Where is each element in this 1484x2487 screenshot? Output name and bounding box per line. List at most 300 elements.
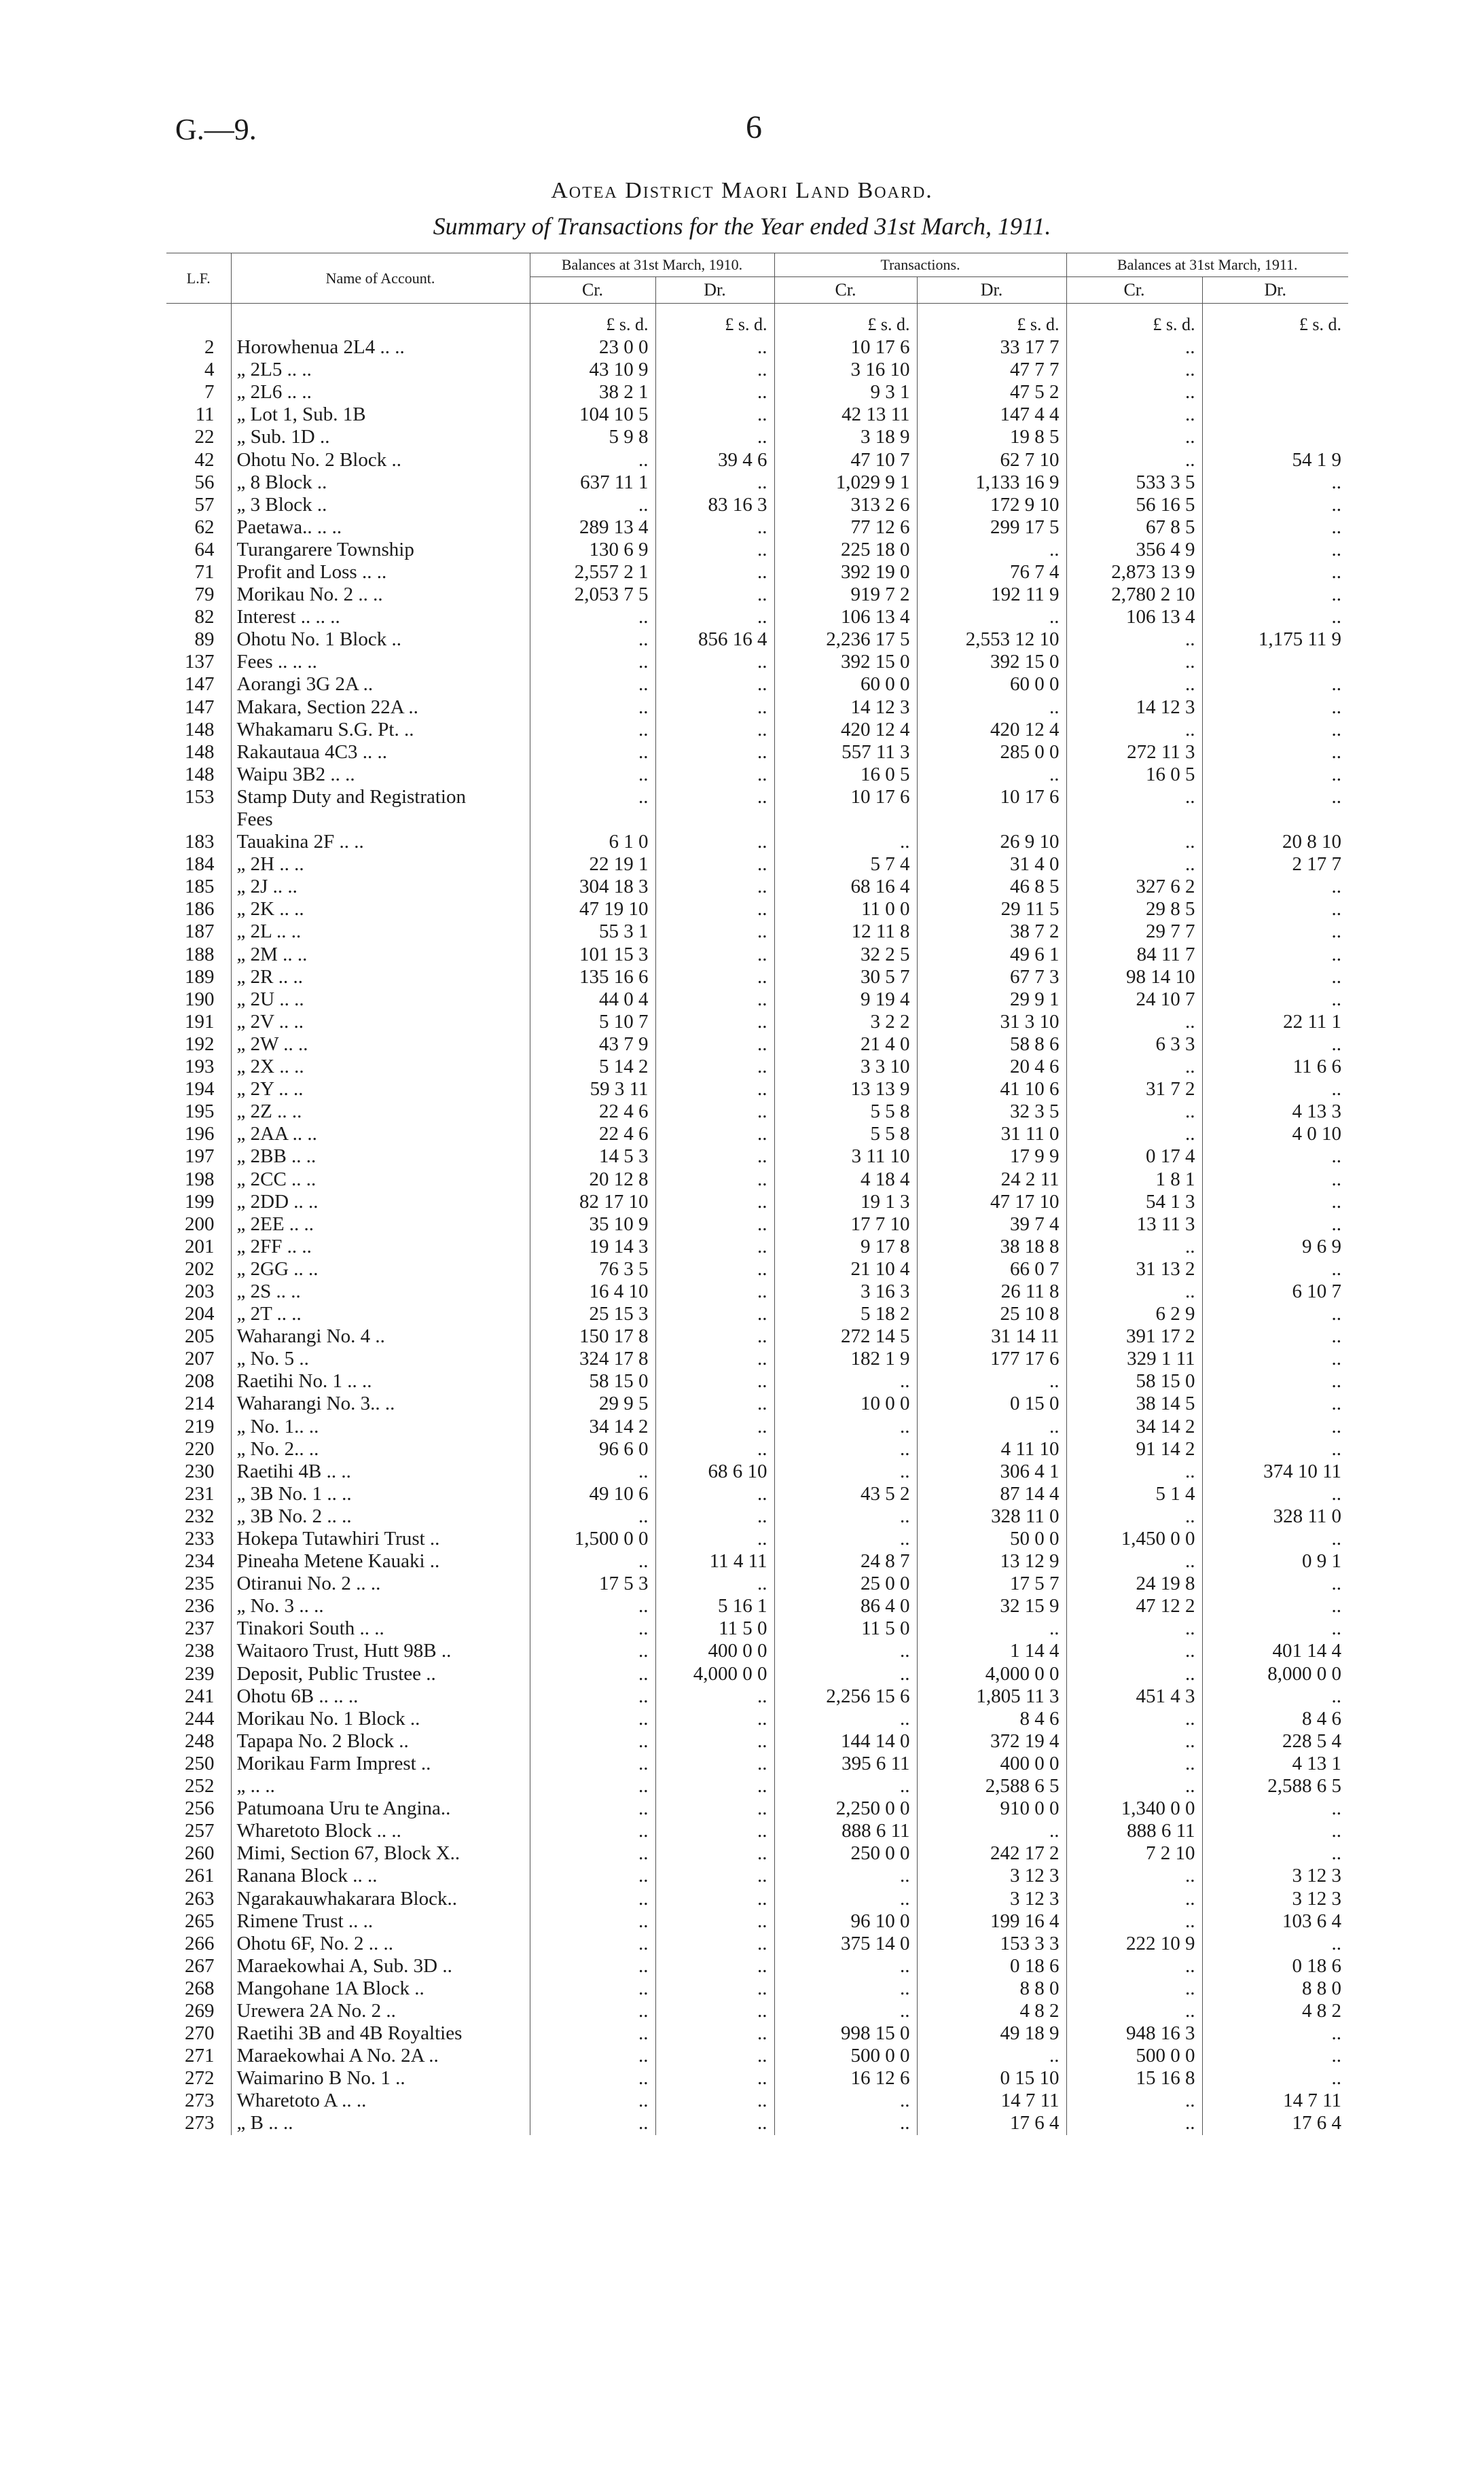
balance-1911-cr-cell xyxy=(1066,808,1202,831)
balance-1911-cr-cell: .. xyxy=(1066,651,1202,673)
account-name-cell: Rimene Trust .. .. xyxy=(231,1910,530,1933)
account-name-cell: „ 2L6 .. .. xyxy=(231,381,530,404)
lf-cell: 239 xyxy=(185,1662,215,1685)
balance-1910-cr-cell: 5 10 7 xyxy=(530,1011,655,1033)
balance-1911-dr-cell xyxy=(1202,381,1348,404)
balance-1911-dr-cell: 8,000 0 0 xyxy=(1202,1663,1348,1685)
balance-1910-cr-cell: 49 10 6 xyxy=(530,1483,655,1505)
transactions-dr-cell: 49 18 9 xyxy=(917,2022,1066,2045)
transactions-dr-cell: .. xyxy=(917,1820,1066,1842)
balance-1911-dr-cell: .. xyxy=(1202,2045,1348,2067)
balance-1911-dr-cell: .. xyxy=(1202,719,1348,741)
table-row xyxy=(166,1753,1348,1775)
lf-cell: 248 xyxy=(185,1730,215,1752)
balance-1911-cr-cell: 24 19 8 xyxy=(1066,1573,1202,1595)
balance-1910-dr-cell: .. xyxy=(655,673,774,696)
account-name-cell: „ 3 Block .. xyxy=(231,494,530,516)
balance-1911-dr-cell: 4 8 2 xyxy=(1202,2000,1348,2022)
balance-1911-dr-cell: .. xyxy=(1202,1617,1348,1640)
balance-1910-cr-cell: .. xyxy=(530,1640,655,1662)
balance-1911-dr-cell: 54 1 9 xyxy=(1202,448,1348,471)
transactions-dr-cell: 4 11 10 xyxy=(917,1438,1066,1461)
table-body xyxy=(166,304,1348,2135)
table-row xyxy=(166,1550,1348,1573)
transactions-dr-cell: 13 12 9 xyxy=(917,1550,1066,1573)
transactions-cr-cell: 17 7 10 xyxy=(774,1213,917,1236)
transactions-cr-cell: .. xyxy=(774,1663,917,1685)
transactions-dr-cell: 47 5 2 xyxy=(917,381,1066,404)
transactions-dr-cell xyxy=(917,808,1066,831)
balance-1911-cr-cell: .. xyxy=(1066,2000,1202,2022)
balance-1910-dr-cell: .. xyxy=(655,764,774,786)
balance-1910-cr-cell: 130 6 9 xyxy=(530,539,655,561)
balance-1911-cr-cell: 1,450 0 0 xyxy=(1066,1528,1202,1550)
balance-1910-cr-cell: 6 1 0 xyxy=(530,831,655,853)
balance-1911-dr-cell: .. xyxy=(1202,1483,1348,1505)
balance-1911-cr-cell: 47 12 2 xyxy=(1066,1595,1202,1617)
header-account-name: Name of Account. xyxy=(231,253,530,304)
account-name-cell: Waitaoro Trust, Hutt 98B .. xyxy=(231,1640,530,1662)
lf-cell: 195 xyxy=(185,1101,215,1123)
balance-1910-dr-cell: .. xyxy=(655,1753,774,1775)
account-name-cell: „ 2GG .. .. xyxy=(231,1258,530,1281)
transactions-dr-cell: .. xyxy=(917,1416,1066,1438)
account-name-cell: Tinakori South .. .. xyxy=(231,1617,530,1640)
balance-1911-dr-cell: .. xyxy=(1202,966,1348,988)
table-row xyxy=(166,2067,1348,2090)
balance-1910-dr-cell: 11 5 0 xyxy=(655,1617,774,1640)
balance-1911-dr-cell: .. xyxy=(1202,1797,1348,1820)
balance-1911-cr-cell: .. xyxy=(1066,1663,1202,1685)
balance-1910-dr-cell: .. xyxy=(655,1303,774,1325)
lf-cell: 204 xyxy=(185,1303,215,1325)
balance-1910-cr-cell: .. xyxy=(530,494,655,516)
unit-label: £ s. d. xyxy=(1066,312,1202,336)
lf-cell: 2 xyxy=(204,336,215,359)
balance-1911-cr-cell: 91 14 2 xyxy=(1066,1438,1202,1461)
table-row xyxy=(166,381,1348,404)
lf-cell: 4 xyxy=(204,359,215,381)
balance-1910-cr-cell: 1,500 0 0 xyxy=(530,1528,655,1550)
transactions-dr-cell: 31 14 11 xyxy=(917,1325,1066,1348)
account-name-cell: „ Lot 1, Sub. 1B xyxy=(231,404,530,426)
transactions-cr-cell: 888 6 11 xyxy=(774,1820,917,1842)
transactions-dr-cell: 58 8 6 xyxy=(917,1033,1066,1056)
balance-1911-cr-cell: 31 7 2 xyxy=(1066,1078,1202,1101)
balance-1910-cr-cell: 14 5 3 xyxy=(530,1145,655,1168)
balance-1911-cr-cell: .. xyxy=(1066,831,1202,853)
balance-1910-cr-cell: 44 0 4 xyxy=(530,988,655,1011)
transactions-cr-cell: .. xyxy=(774,1887,917,1910)
balance-1911-dr-cell: .. xyxy=(1202,606,1348,628)
transactions-cr-cell: 11 5 0 xyxy=(774,1617,917,1640)
balance-1910-cr-cell: .. xyxy=(530,2000,655,2022)
balance-1910-cr-cell: .. xyxy=(530,1685,655,1708)
lf-cell: 148 xyxy=(185,718,215,740)
transactions-cr-cell: 21 10 4 xyxy=(774,1258,917,1281)
transactions-cr-cell: 11 0 0 xyxy=(774,898,917,920)
account-name-cell: Ohotu 6B .. .. .. xyxy=(231,1685,530,1708)
table-row xyxy=(166,764,1348,786)
transactions-cr-cell: .. xyxy=(774,1416,917,1438)
balance-1910-cr-cell: .. xyxy=(530,1753,655,1775)
balance-1910-cr-cell: 16 4 10 xyxy=(530,1281,655,1303)
balance-1911-cr-cell: 948 16 3 xyxy=(1066,2022,1202,2045)
balance-1911-cr-cell: 13 11 3 xyxy=(1066,1213,1202,1236)
transactions-dr-cell: 285 0 0 xyxy=(917,741,1066,764)
balance-1911-dr-cell xyxy=(1202,359,1348,381)
balance-1911-dr-cell: .. xyxy=(1202,1438,1348,1461)
account-name-cell: Stamp Duty and Registration xyxy=(231,786,530,808)
transactions-dr-cell: 24 2 11 xyxy=(917,1168,1066,1190)
balance-1911-dr-cell: .. xyxy=(1202,1595,1348,1617)
balance-1910-dr-cell: .. xyxy=(655,1775,774,1797)
table-row xyxy=(166,1797,1348,1820)
balance-1910-dr-cell: .. xyxy=(655,336,774,359)
balance-1910-dr-cell: .. xyxy=(655,696,774,719)
balance-1910-dr-cell: .. xyxy=(655,1865,774,1887)
table-row xyxy=(166,1236,1348,1258)
balance-1910-cr-cell: .. xyxy=(530,719,655,741)
balance-1910-cr-cell: 22 4 6 xyxy=(530,1101,655,1123)
balance-1910-cr-cell: 304 18 3 xyxy=(530,876,655,898)
balance-1910-cr-cell: .. xyxy=(530,2067,655,2090)
lf-cell: 147 xyxy=(185,673,215,696)
balance-1911-cr-cell: .. xyxy=(1066,1775,1202,1797)
lf-cell: 203 xyxy=(185,1280,215,1302)
balance-1911-cr-cell: .. xyxy=(1066,1550,1202,1573)
lf-cell: 220 xyxy=(185,1437,215,1460)
transactions-dr-cell: 2,553 12 10 xyxy=(917,628,1066,651)
balance-1910-cr-cell: .. xyxy=(530,1910,655,1933)
transactions-dr-cell: 400 0 0 xyxy=(917,1753,1066,1775)
lf-cell: 250 xyxy=(185,1752,215,1774)
transactions-cr-cell: .. xyxy=(774,1978,917,2000)
lf-cell: 183 xyxy=(185,831,215,853)
balance-1910-dr-cell: 5 16 1 xyxy=(655,1595,774,1617)
balance-1911-dr-cell: 3 12 3 xyxy=(1202,1865,1348,1887)
transactions-cr-cell: .. xyxy=(774,1370,917,1393)
transactions-dr-cell: 19 8 5 xyxy=(917,426,1066,448)
transactions-cr-cell: .. xyxy=(774,2000,917,2022)
transactions-dr-cell: 420 12 4 xyxy=(917,719,1066,741)
balance-1911-dr-cell: .. xyxy=(1202,584,1348,606)
table-row xyxy=(166,741,1348,764)
balance-1910-dr-cell: 856 16 4 xyxy=(655,628,774,651)
balance-1911-dr-cell: .. xyxy=(1202,539,1348,561)
balance-1910-cr-cell: 2,557 2 1 xyxy=(530,561,655,584)
balance-1911-dr-cell: .. xyxy=(1202,898,1348,920)
balance-1911-dr-cell: .. xyxy=(1202,494,1348,516)
transactions-dr-cell: 306 4 1 xyxy=(917,1461,1066,1483)
transactions-dr-cell: 299 17 5 xyxy=(917,516,1066,539)
account-name-cell: „ 3B No. 1 .. .. xyxy=(231,1483,530,1505)
table-row xyxy=(166,1123,1348,1145)
table-row xyxy=(166,1168,1348,1190)
balance-1911-cr-cell: 1,340 0 0 xyxy=(1066,1797,1202,1820)
account-name-cell: Maraekowhai A No. 2A .. xyxy=(231,2045,530,2067)
transactions-dr-cell: 26 9 10 xyxy=(917,831,1066,853)
table-row xyxy=(166,1617,1348,1640)
balance-1910-dr-cell: 11 4 11 xyxy=(655,1550,774,1573)
balance-1911-cr-cell: 6 3 3 xyxy=(1066,1033,1202,1056)
account-name-cell: „ 2S .. .. xyxy=(231,1281,530,1303)
header-cr-transactions: Cr. xyxy=(774,277,917,304)
balance-1910-cr-cell: .. xyxy=(530,1955,655,1978)
balance-1911-dr-cell: .. xyxy=(1202,1258,1348,1281)
transactions-dr-cell: 3 12 3 xyxy=(917,1865,1066,1887)
transactions-cr-cell: 3 16 10 xyxy=(774,359,917,381)
table-row xyxy=(166,1595,1348,1617)
transactions-cr-cell: 998 15 0 xyxy=(774,2022,917,2045)
lf-cell: 190 xyxy=(185,988,215,1010)
balance-1911-cr-cell: .. xyxy=(1066,1461,1202,1483)
balance-1910-dr-cell: 68 6 10 xyxy=(655,1461,774,1483)
account-name-cell: Raetihi 3B and 4B Royalties xyxy=(231,2022,530,2045)
transactions-dr-cell: .. xyxy=(917,1370,1066,1393)
balance-1910-cr-cell: 34 14 2 xyxy=(530,1416,655,1438)
balance-1910-dr-cell: 39 4 6 xyxy=(655,448,774,471)
balance-1910-dr-cell: .. xyxy=(655,920,774,943)
transactions-dr-cell: 910 0 0 xyxy=(917,1797,1066,1820)
transactions-dr-cell: 0 15 0 xyxy=(917,1393,1066,1415)
account-name-cell: „ 2V .. .. xyxy=(231,1011,530,1033)
account-name-cell: „ 2M .. .. xyxy=(231,944,530,966)
table-row xyxy=(166,1078,1348,1101)
account-name-cell: Makara, Section 22A .. xyxy=(231,696,530,719)
table-row xyxy=(166,494,1348,516)
transactions-table xyxy=(166,253,1348,2135)
lf-cell: 188 xyxy=(185,943,215,965)
balance-1911-dr-cell: .. xyxy=(1202,920,1348,943)
transactions-cr-cell: .. xyxy=(774,1955,917,1978)
table-row xyxy=(166,1978,1348,2000)
transactions-dr-cell: 177 17 6 xyxy=(917,1348,1066,1370)
unit-label: £ s. d. xyxy=(917,312,1066,336)
balance-1911-dr-cell: 4 0 10 xyxy=(1202,1123,1348,1145)
balance-1910-dr-cell: .. xyxy=(655,2022,774,2045)
account-name-cell: „ 2Y .. .. xyxy=(231,1078,530,1101)
account-name-cell: Turangarere Township xyxy=(231,539,530,561)
balance-1910-dr-cell: .. xyxy=(655,944,774,966)
transactions-dr-cell: 0 18 6 xyxy=(917,1955,1066,1978)
balance-1910-cr-cell: .. xyxy=(530,1820,655,1842)
account-name-cell: Raetihi No. 1 .. .. xyxy=(231,1370,530,1393)
account-name-cell: Urewera 2A No. 2 .. xyxy=(231,2000,530,2022)
transactions-cr-cell: 9 19 4 xyxy=(774,988,917,1011)
transactions-cr-cell: 9 3 1 xyxy=(774,381,917,404)
header-dr-transactions: Dr. xyxy=(917,277,1066,304)
balance-1910-cr-cell: .. xyxy=(530,1797,655,1820)
lf-cell: 89 xyxy=(194,628,215,651)
transactions-dr-cell: 392 15 0 xyxy=(917,651,1066,673)
balance-1910-dr-cell: .. xyxy=(655,1933,774,1955)
transactions-dr-cell: 41 10 6 xyxy=(917,1078,1066,1101)
transactions-dr-cell: 39 7 4 xyxy=(917,1213,1066,1236)
transactions-cr-cell: 5 7 4 xyxy=(774,853,917,876)
account-name-cell: „ No. 2.. .. xyxy=(231,1438,530,1461)
transactions-dr-cell: .. xyxy=(917,539,1066,561)
transactions-dr-cell: 2,588 6 5 xyxy=(917,1775,1066,1797)
account-name-cell: Otiranui No. 2 .. .. xyxy=(231,1573,530,1595)
balance-1910-dr-cell: .. xyxy=(655,651,774,673)
transactions-cr-cell: .. xyxy=(774,1461,917,1483)
transactions-dr-cell: 242 17 2 xyxy=(917,1842,1066,1865)
balance-1911-cr-cell: .. xyxy=(1066,719,1202,741)
balance-1911-dr-cell: 20 8 10 xyxy=(1202,831,1348,853)
unit-label: £ s. d. xyxy=(655,312,774,336)
account-name-cell: Whakamaru S.G. Pt. .. xyxy=(231,719,530,741)
balance-1911-dr-cell: .. xyxy=(1202,1820,1348,1842)
transactions-dr-cell: 32 3 5 xyxy=(917,1101,1066,1123)
balance-1911-cr-cell: .. xyxy=(1066,359,1202,381)
balance-1910-dr-cell: .. xyxy=(655,1416,774,1438)
transactions-cr-cell: 43 5 2 xyxy=(774,1483,917,1505)
balance-1910-dr-cell: .. xyxy=(655,1483,774,1505)
transactions-cr-cell: 13 13 9 xyxy=(774,1078,917,1101)
balance-1910-dr-cell: .. xyxy=(655,1168,774,1190)
balance-1910-cr-cell: .. xyxy=(530,1933,655,1955)
balance-1911-dr-cell: 1,175 11 9 xyxy=(1202,628,1348,651)
table-row xyxy=(166,1191,1348,1213)
balance-1911-cr-cell: .. xyxy=(1066,1978,1202,2000)
transactions-cr-cell: 919 7 2 xyxy=(774,584,917,606)
transactions-dr-cell: 29 11 5 xyxy=(917,898,1066,920)
transactions-dr-cell: 26 11 8 xyxy=(917,1281,1066,1303)
lf-cell: 79 xyxy=(194,584,215,606)
lf-cell: 137 xyxy=(185,651,215,673)
balance-1911-cr-cell: 16 0 5 xyxy=(1066,764,1202,786)
unit-label: £ s. d. xyxy=(1202,312,1348,336)
transactions-dr-cell: 38 7 2 xyxy=(917,920,1066,943)
account-name-cell: Deposit, Public Trustee .. xyxy=(231,1663,530,1685)
lf-cell: 193 xyxy=(185,1056,215,1078)
balance-1911-cr-cell: .. xyxy=(1066,1236,1202,1258)
transactions-dr-cell: 60 0 0 xyxy=(917,673,1066,696)
balance-1911-dr-cell: .. xyxy=(1202,2022,1348,2045)
balance-1910-cr-cell: 59 3 11 xyxy=(530,1078,655,1101)
header-dr-1911: Dr. xyxy=(1202,277,1348,304)
transactions-dr-cell: .. xyxy=(917,764,1066,786)
balance-1911-dr-cell: .. xyxy=(1202,1191,1348,1213)
account-name-cell: Rakautaua 4C3 .. .. xyxy=(231,741,530,764)
table-row xyxy=(166,1910,1348,1933)
balance-1911-dr-cell xyxy=(1202,808,1348,831)
balance-1910-cr-cell: .. xyxy=(530,1461,655,1483)
transactions-cr-cell: 3 18 9 xyxy=(774,426,917,448)
balance-1910-dr-cell xyxy=(655,808,774,831)
balance-1910-dr-cell: .. xyxy=(655,1393,774,1415)
transactions-dr-cell: 33 17 7 xyxy=(917,336,1066,359)
transactions-dr-cell: .. xyxy=(917,606,1066,628)
transactions-cr-cell: 557 11 3 xyxy=(774,741,917,764)
table-row xyxy=(166,2022,1348,2045)
balance-1911-dr-cell: .. xyxy=(1202,786,1348,808)
balance-1910-cr-cell: .. xyxy=(530,2045,655,2067)
transactions-dr-cell: 31 11 0 xyxy=(917,1123,1066,1145)
balance-1910-cr-cell: .. xyxy=(530,673,655,696)
transactions-dr-cell: 76 7 4 xyxy=(917,561,1066,584)
table-row xyxy=(166,898,1348,920)
balance-1911-cr-cell: .. xyxy=(1066,1640,1202,1662)
account-name-cell: „ 2Z .. .. xyxy=(231,1101,530,1123)
transactions-dr-cell: .. xyxy=(917,2045,1066,2067)
account-name-cell: Mimi, Section 67, Block X.. xyxy=(231,1842,530,1865)
balance-1910-dr-cell: .. xyxy=(655,1730,774,1753)
balance-1911-cr-cell: 84 11 7 xyxy=(1066,944,1202,966)
balance-1911-dr-cell: .. xyxy=(1202,673,1348,696)
balance-1911-cr-cell: 24 10 7 xyxy=(1066,988,1202,1011)
balance-1911-cr-cell: .. xyxy=(1066,1955,1202,1978)
balance-1910-cr-cell: .. xyxy=(530,1708,655,1730)
transactions-cr-cell: 16 0 5 xyxy=(774,764,917,786)
transactions-cr-cell: 96 10 0 xyxy=(774,1910,917,1933)
table-row xyxy=(166,1281,1348,1303)
lf-cell: 260 xyxy=(185,1842,215,1865)
balance-1910-cr-cell: 47 19 10 xyxy=(530,898,655,920)
lf-cell: 191 xyxy=(185,1010,215,1033)
balance-1911-cr-cell: 888 6 11 xyxy=(1066,1820,1202,1842)
account-name-cell: Profit and Loss .. .. xyxy=(231,561,530,584)
balance-1911-dr-cell: .. xyxy=(1202,944,1348,966)
balance-1911-dr-cell: .. xyxy=(1202,516,1348,539)
account-name-cell: Morikau Farm Imprest .. xyxy=(231,1753,530,1775)
lf-cell: 194 xyxy=(185,1078,215,1101)
balance-1911-cr-cell: 29 7 7 xyxy=(1066,920,1202,943)
lf-cell: 71 xyxy=(194,560,215,583)
account-name-cell: Morikau No. 1 Block .. xyxy=(231,1708,530,1730)
lf-cell: 22 xyxy=(194,426,215,448)
account-name-cell: Mangohane 1A Block .. xyxy=(231,1978,530,2000)
transactions-cr-cell: 16 12 6 xyxy=(774,2067,917,2090)
balance-1911-cr-cell: .. xyxy=(1066,1011,1202,1033)
lf-cell: 196 xyxy=(185,1123,215,1145)
transactions-cr-cell: 60 0 0 xyxy=(774,673,917,696)
balance-1911-dr-cell: 8 4 6 xyxy=(1202,1708,1348,1730)
balance-1910-dr-cell: .. xyxy=(655,1056,774,1078)
transactions-cr-cell: 24 8 7 xyxy=(774,1550,917,1573)
account-name-cell: Fees xyxy=(231,808,530,831)
transactions-cr-cell: .. xyxy=(774,1640,917,1662)
table-row xyxy=(166,876,1348,898)
balance-1910-cr-cell: .. xyxy=(530,1842,655,1865)
account-name-cell: „ No. 1.. .. xyxy=(231,1416,530,1438)
account-name-cell: Ranana Block .. .. xyxy=(231,1865,530,1887)
lf-cell: 199 xyxy=(185,1190,215,1213)
balance-1911-cr-cell: 29 8 5 xyxy=(1066,898,1202,920)
balance-1911-cr-cell: 327 6 2 xyxy=(1066,876,1202,898)
transactions-dr-cell: 87 14 4 xyxy=(917,1483,1066,1505)
balance-1911-cr-cell: .. xyxy=(1066,2090,1202,2112)
transactions-cr-cell: 5 5 8 xyxy=(774,1123,917,1145)
account-name-cell: „ 2BB .. .. xyxy=(231,1145,530,1168)
table-row xyxy=(166,1101,1348,1123)
account-name-cell: „ No. 5 .. xyxy=(231,1348,530,1370)
transactions-cr-cell: .. xyxy=(774,2090,917,2112)
transactions-dr-cell: 31 3 10 xyxy=(917,1011,1066,1033)
table-row xyxy=(166,1393,1348,1415)
balance-1910-dr-cell: .. xyxy=(655,2000,774,2022)
table-row xyxy=(166,1685,1348,1708)
lf-cell: 241 xyxy=(185,1685,215,1707)
lf-cell: 208 xyxy=(185,1370,215,1393)
balance-1911-dr-cell: .. xyxy=(1202,1370,1348,1393)
transactions-cr-cell: 500 0 0 xyxy=(774,2045,917,2067)
table-row xyxy=(166,1461,1348,1483)
balance-1910-dr-cell: .. xyxy=(655,988,774,1011)
transactions-cr-cell: 3 2 2 xyxy=(774,1011,917,1033)
balance-1910-cr-cell: .. xyxy=(530,764,655,786)
